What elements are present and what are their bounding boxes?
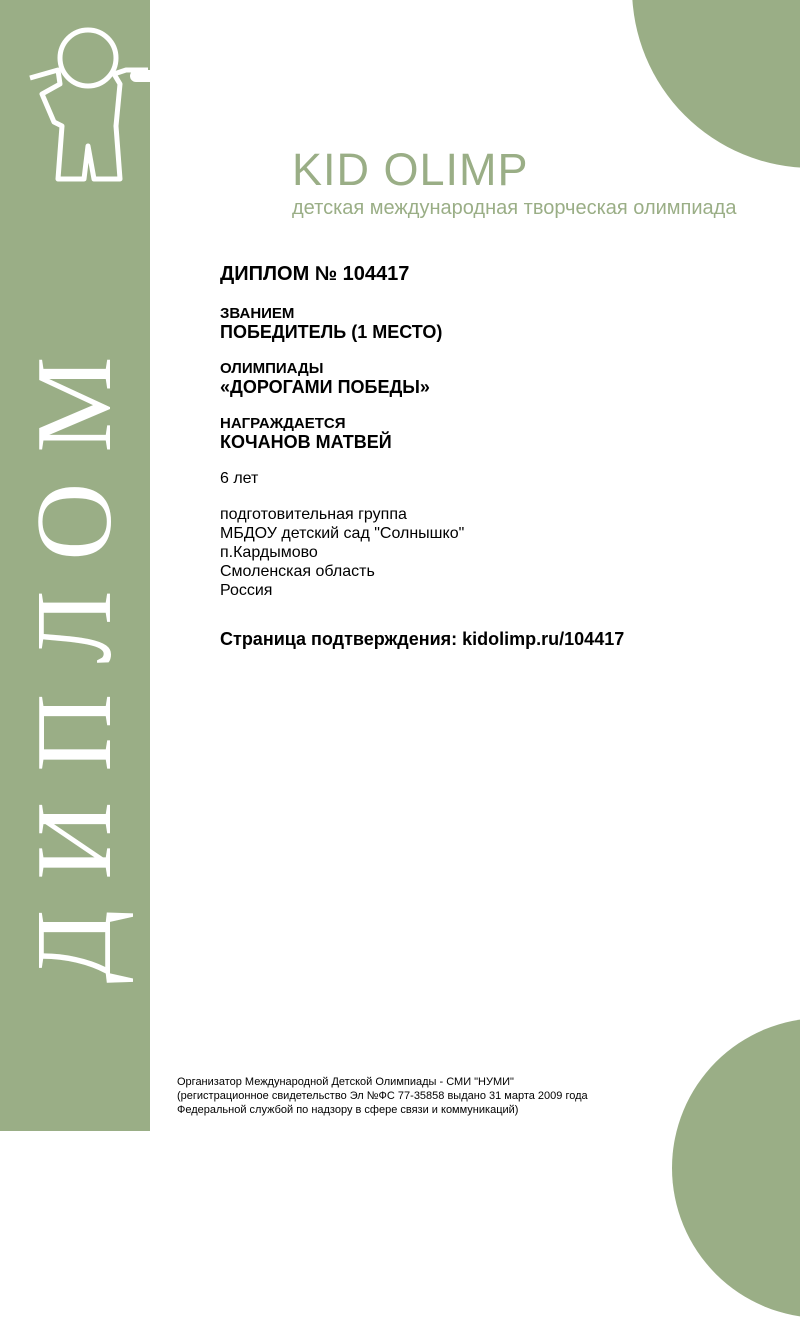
olympiad-section bbox=[220, 360, 624, 398]
title-value: ПОБЕДИТЕЛЬ (1 МЕСТО) bbox=[220, 322, 443, 342]
corner-decoration-bottom bbox=[672, 1018, 800, 1318]
awardee-name: КОЧАНОВ МАТВЕЙ bbox=[220, 432, 392, 452]
awardee-label: НАГРАЖДАЕТСЯ bbox=[220, 415, 346, 432]
side-band bbox=[0, 0, 150, 1131]
brand-block bbox=[292, 144, 736, 220]
boy-figure-icon bbox=[30, 30, 148, 179]
address-line: Смоленская область bbox=[220, 563, 375, 580]
title-label: ЗВАНИЕМ bbox=[220, 305, 295, 322]
diploma-number: ДИПЛОМ № 104417 bbox=[220, 263, 410, 285]
address-line: МБДОУ детский сад "Солнышко" bbox=[220, 525, 465, 542]
footer-line: Организатор Международной Детской Олимпиады - СМИ "НУМИ" bbox=[177, 1076, 514, 1088]
awardee-section bbox=[220, 415, 624, 453]
footer-line: Федеральной службой по надзору в сфере связи и коммуникаций) bbox=[177, 1104, 519, 1116]
confirmation-link: Страница подтверждения: kidolimp.ru/104417 bbox=[220, 629, 625, 649]
corner-decoration-top bbox=[632, 0, 800, 168]
vertical-title: ДИПЛОМ bbox=[15, 326, 134, 984]
brand-tagline: детская международная творческая олимпиада bbox=[292, 197, 737, 219]
title-section bbox=[220, 305, 624, 343]
kids-logo-icon bbox=[18, 14, 258, 194]
address-block bbox=[220, 505, 624, 600]
address-line: Россия bbox=[220, 582, 273, 599]
footer-line: (регистрационное свидетельство Эл №ФС 77-35858 выдано 31 марта 2009 года bbox=[177, 1090, 588, 1102]
address-line: подготовительная группа bbox=[220, 506, 407, 523]
brand-name: KID OLIMP bbox=[292, 144, 529, 195]
olympiad-value: «ДОРОГАМИ ПОБЕДЫ» bbox=[220, 377, 430, 397]
olympiad-label: ОЛИМПИАДЫ bbox=[220, 360, 324, 377]
diploma-content bbox=[220, 262, 624, 650]
address-line: п.Кардымово bbox=[220, 544, 318, 561]
footer-note bbox=[177, 1075, 588, 1117]
awardee-age: 6 лет bbox=[220, 470, 259, 487]
girl-figure-icon bbox=[130, 18, 250, 192]
